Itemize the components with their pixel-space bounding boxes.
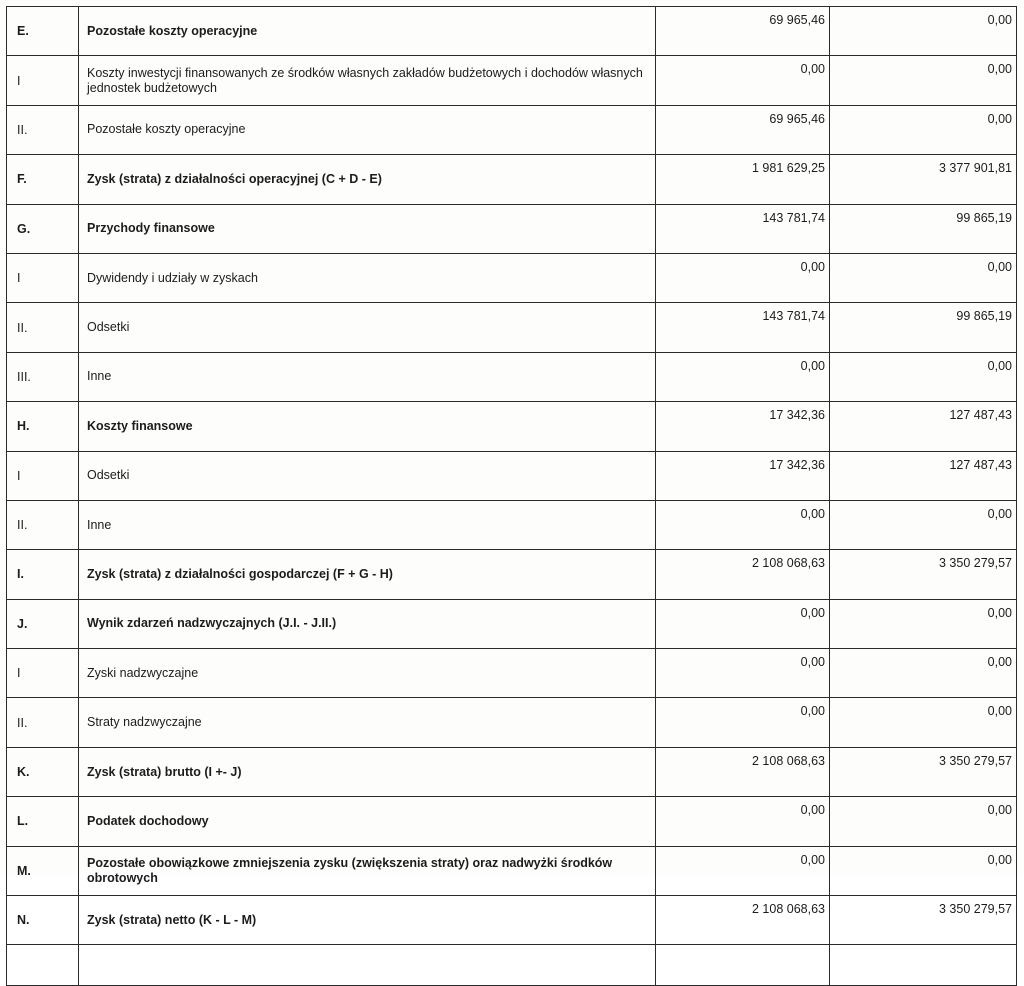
row-label: Zysk (strata) z działalności operacyjnej (C + D - E) <box>79 155 656 204</box>
row-value-previous: 0,00 <box>830 500 1017 549</box>
row-value-previous: 3 350 279,57 <box>830 896 1017 945</box>
row-label: Koszty inwestycji finansowanych ze środków własnych zakładów budżetowych i dochodów własnych jednostek budżetowych <box>79 56 656 105</box>
row-value-current: 1 981 629,25 <box>656 155 830 204</box>
row-label: Straty nadzwyczajne <box>79 698 656 747</box>
table-body <box>7 7 1017 986</box>
row-value-previous: 0,00 <box>830 56 1017 105</box>
row-value-current: 69 965,46 <box>656 7 830 56</box>
row-code: G. <box>7 204 79 253</box>
row-value-previous: 99 865,19 <box>830 204 1017 253</box>
row-label: Przychody finansowe <box>79 204 656 253</box>
row-value-current: 0,00 <box>656 500 830 549</box>
row-label: Inne <box>79 500 656 549</box>
row-value-current: 0,00 <box>656 846 830 895</box>
row-value-previous: 0,00 <box>830 253 1017 302</box>
cell-blank-code <box>7 945 79 986</box>
table-row <box>7 105 1017 154</box>
cell-blank-previous <box>830 945 1017 986</box>
row-label: Odsetki <box>79 451 656 500</box>
row-code: II. <box>7 698 79 747</box>
row-label: Odsetki <box>79 303 656 352</box>
row-value-previous: 3 377 901,81 <box>830 155 1017 204</box>
row-label: Zysk (strata) netto (K - L - M) <box>79 896 656 945</box>
table-row <box>7 698 1017 747</box>
row-code: E. <box>7 7 79 56</box>
row-value-previous: 0,00 <box>830 698 1017 747</box>
row-code: I <box>7 451 79 500</box>
table-row <box>7 56 1017 105</box>
row-value-current: 2 108 068,63 <box>656 896 830 945</box>
row-label: Zyski nadzwyczajne <box>79 649 656 698</box>
row-value-current: 0,00 <box>656 253 830 302</box>
table-row <box>7 500 1017 549</box>
row-value-current: 17 342,36 <box>656 402 830 451</box>
table-row <box>7 303 1017 352</box>
row-code: J. <box>7 599 79 648</box>
table-row <box>7 451 1017 500</box>
row-value-previous: 0,00 <box>830 649 1017 698</box>
row-value-previous: 99 865,19 <box>830 303 1017 352</box>
row-value-previous: 0,00 <box>830 105 1017 154</box>
row-code: K. <box>7 747 79 796</box>
row-label: Zysk (strata) z działalności gospodarczej (F + G - H) <box>79 550 656 599</box>
row-label: Dywidendy i udziały w zyskach <box>79 253 656 302</box>
row-label: Pozostałe koszty operacyjne <box>79 105 656 154</box>
table-row <box>7 797 1017 846</box>
table-row <box>7 649 1017 698</box>
row-value-previous: 127 487,43 <box>830 451 1017 500</box>
row-label: Inne <box>79 352 656 401</box>
row-value-current: 17 342,36 <box>656 451 830 500</box>
row-value-current: 0,00 <box>656 649 830 698</box>
row-label: Zysk (strata) brutto (I +- J) <box>79 747 656 796</box>
row-value-previous: 3 350 279,57 <box>830 747 1017 796</box>
row-label: Podatek dochodowy <box>79 797 656 846</box>
row-value-previous: 0,00 <box>830 7 1017 56</box>
table-row-blank <box>7 945 1017 986</box>
row-value-previous: 0,00 <box>830 599 1017 648</box>
row-label: Pozostałe koszty operacyjne <box>79 7 656 56</box>
row-value-previous: 0,00 <box>830 797 1017 846</box>
row-value-previous: 0,00 <box>830 352 1017 401</box>
row-value-current: 143 781,74 <box>656 303 830 352</box>
table-row <box>7 204 1017 253</box>
table-row <box>7 7 1017 56</box>
cell-blank-current <box>656 945 830 986</box>
table-row <box>7 896 1017 945</box>
row-value-current: 143 781,74 <box>656 204 830 253</box>
table-row <box>7 155 1017 204</box>
profit-loss-table <box>6 6 1017 986</box>
row-value-current: 0,00 <box>656 352 830 401</box>
table-row <box>7 747 1017 796</box>
table-row <box>7 402 1017 451</box>
row-value-current: 0,00 <box>656 599 830 648</box>
row-code: I <box>7 649 79 698</box>
row-code: II. <box>7 303 79 352</box>
row-value-previous: 0,00 <box>830 846 1017 895</box>
row-value-previous: 127 487,43 <box>830 402 1017 451</box>
row-code: H. <box>7 402 79 451</box>
row-value-current: 0,00 <box>656 797 830 846</box>
table-row <box>7 352 1017 401</box>
row-code: I <box>7 56 79 105</box>
row-value-previous: 3 350 279,57 <box>830 550 1017 599</box>
table-row <box>7 253 1017 302</box>
table-row <box>7 550 1017 599</box>
row-code: II. <box>7 105 79 154</box>
row-label: Wynik zdarzeń nadzwyczajnych (J.I. - J.II.) <box>79 599 656 648</box>
row-label: Pozostałe obowiązkowe zmniejszenia zysku (zwiększenia straty) oraz nadwyżki środków obrotowych <box>79 846 656 895</box>
row-value-current: 2 108 068,63 <box>656 550 830 599</box>
row-code: II. <box>7 500 79 549</box>
row-value-current: 0,00 <box>656 56 830 105</box>
row-label: Koszty finansowe <box>79 402 656 451</box>
table-row <box>7 599 1017 648</box>
row-code: I <box>7 253 79 302</box>
row-code: M. <box>7 846 79 895</box>
cell-blank-label <box>79 945 656 986</box>
row-code: N. <box>7 896 79 945</box>
row-code: F. <box>7 155 79 204</box>
row-value-current: 69 965,46 <box>656 105 830 154</box>
row-code: I. <box>7 550 79 599</box>
row-code: III. <box>7 352 79 401</box>
table-row <box>7 846 1017 895</box>
row-value-current: 0,00 <box>656 698 830 747</box>
row-value-current: 2 108 068,63 <box>656 747 830 796</box>
row-code: L. <box>7 797 79 846</box>
